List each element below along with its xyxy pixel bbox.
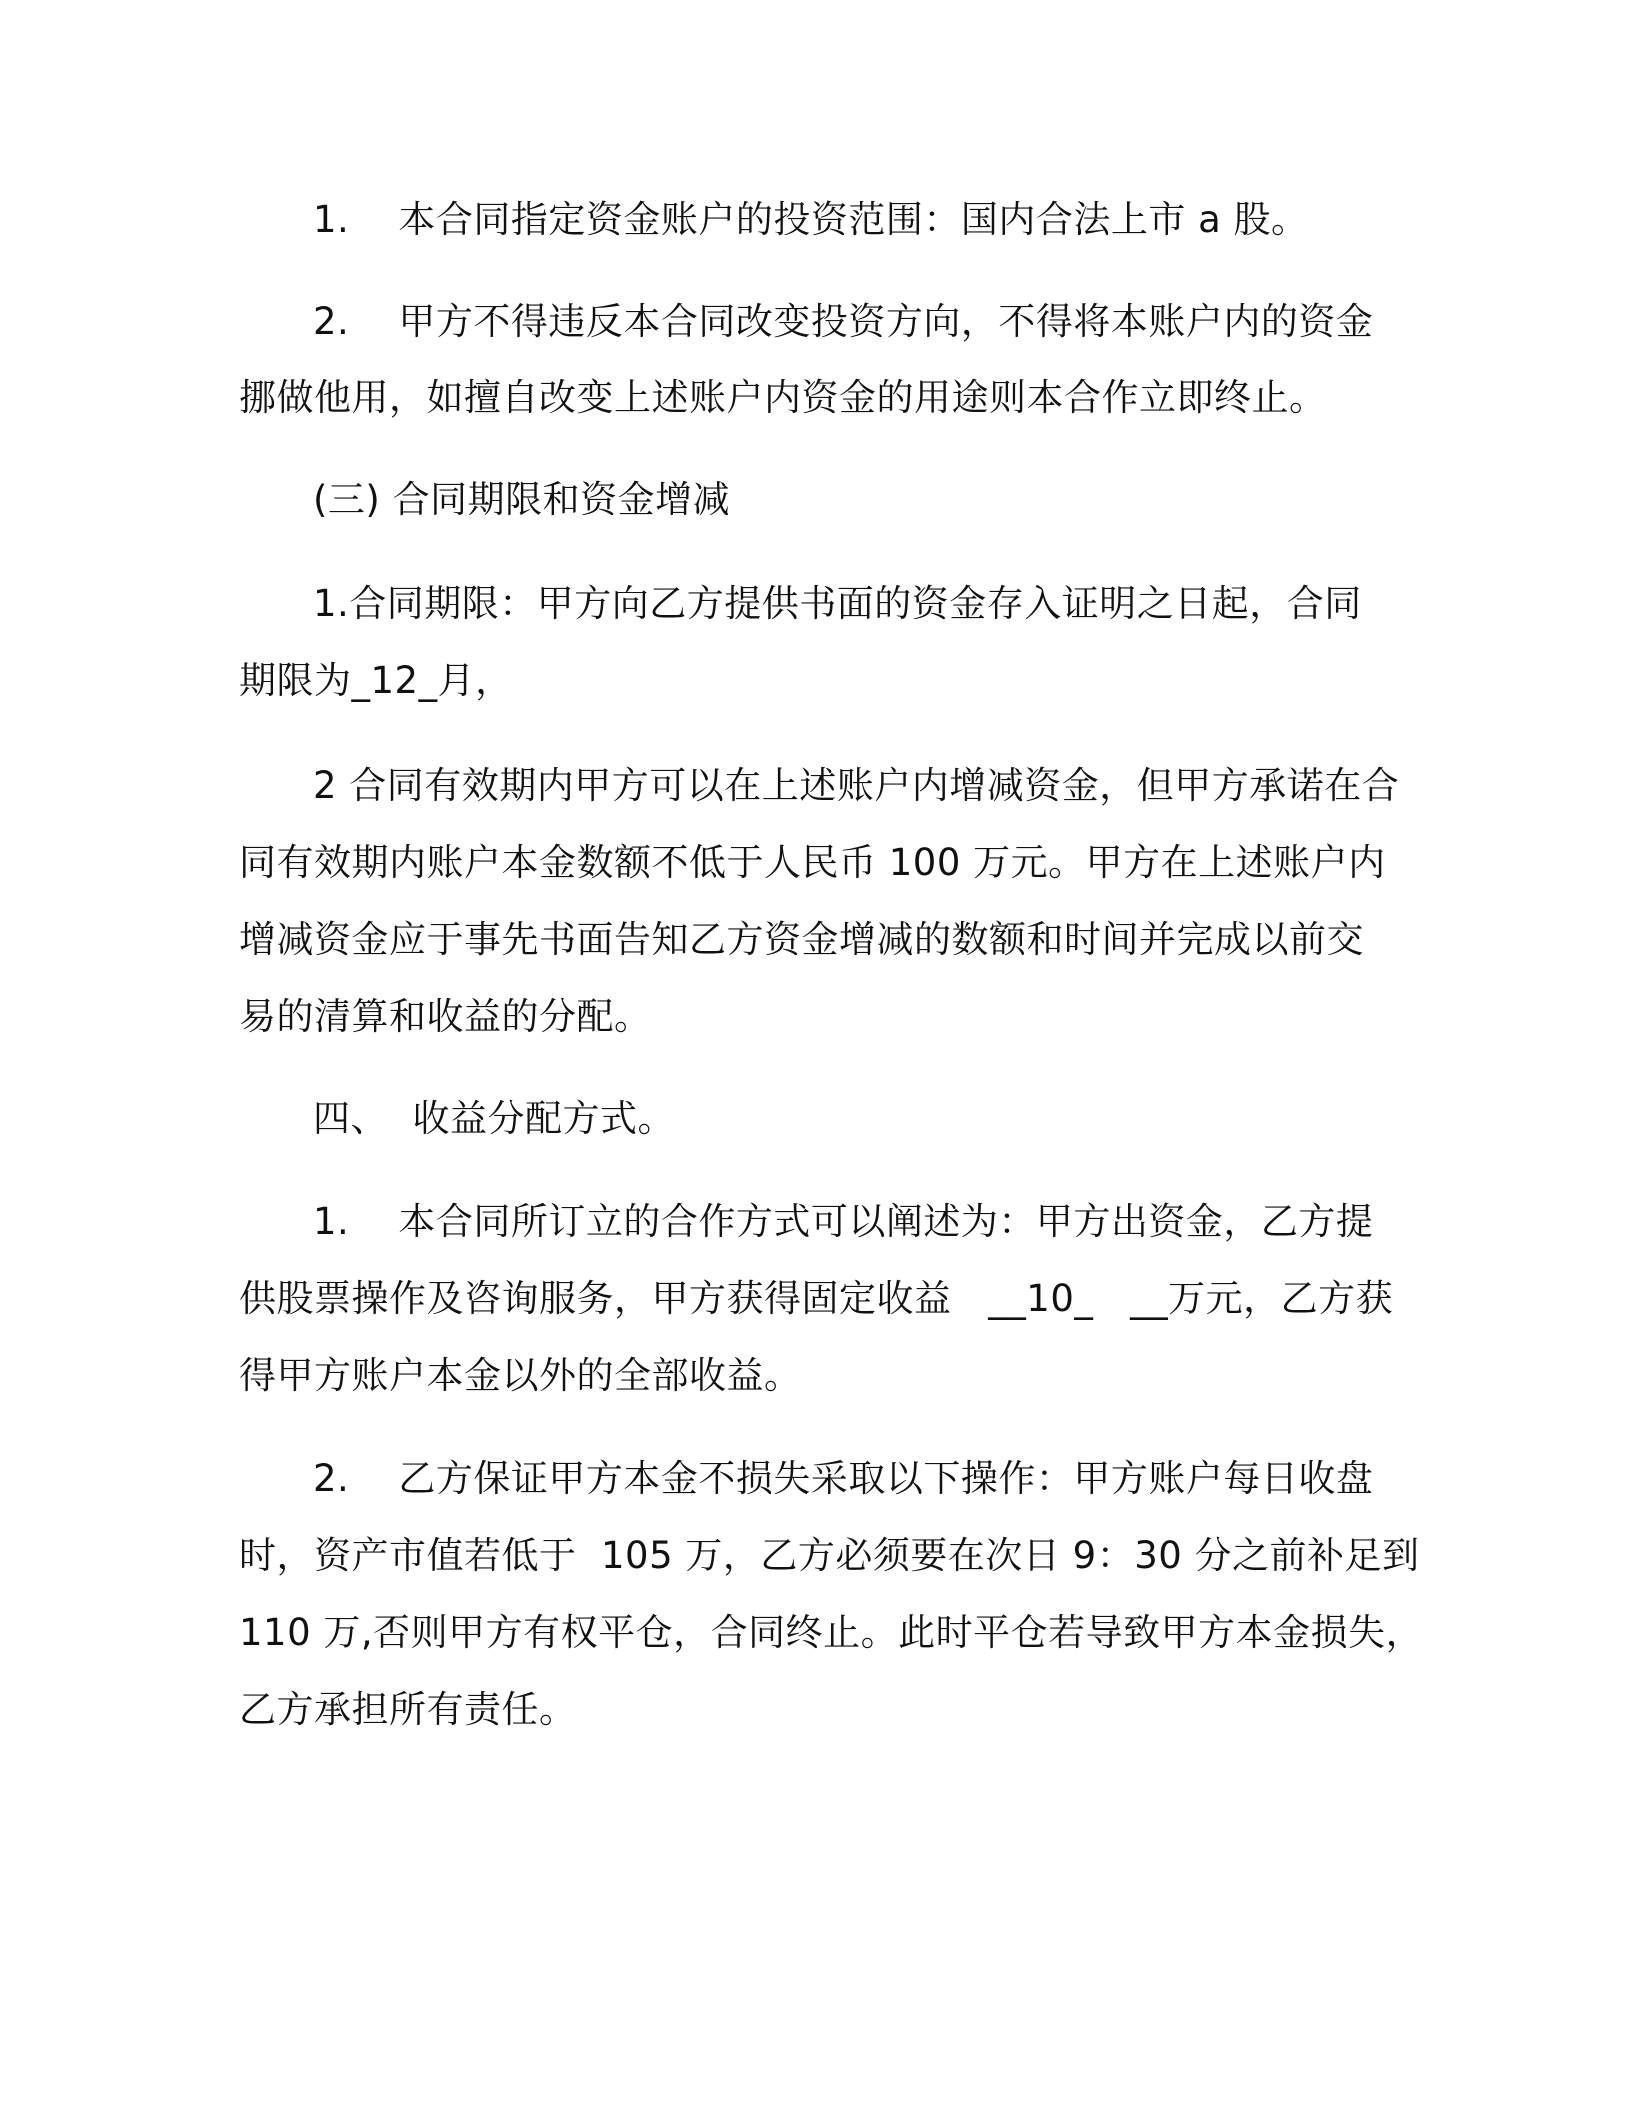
text-line: 1. 本合同指定资金账户的投资范围：国内合法上市 a 股。 — [313, 198, 1309, 241]
text-line: 110 万,否则甲方有权平仓，合同终止。此时平仓若导致甲方本金损失， — [239, 1611, 1424, 1654]
text-line: 时，资产市值若低于 105 万，乙方必须要在次日 9：30 分之前补足到 — [239, 1534, 1420, 1577]
text-line: 供股票操作及咨询服务，甲方获得固定收益 __10_ __万元，乙方获 — [239, 1277, 1394, 1320]
text-line: 2 合同有效期内甲方可以在上述账户内增减资金，但甲方承诺在合 — [313, 764, 1400, 807]
text-line: 同有效期内账户本金数额不低于人民币 100 万元。甲方在上述账户内 — [239, 841, 1386, 884]
text-line: 得甲方账户本金以外的全部收益。 — [239, 1354, 802, 1397]
text-line: 乙方承担所有责任。 — [239, 1688, 577, 1731]
text-line: 易的清算和收益的分配。 — [239, 995, 652, 1038]
text-line: 1.合同期限：甲方向乙方提供书面的资金存入证明之日起，合同 — [313, 582, 1362, 625]
text-line: 挪做他用，如擅自改变上述账户内资金的用途则本合作立即终止。 — [239, 376, 1327, 419]
text-line: 增减资金应于事先书面告知乙方资金增减的数额和时间并完成以前交 — [239, 918, 1364, 961]
text-line: 2. 甲方不得违反本合同改变投资方向，不得将本账户内的资金 — [313, 300, 1374, 343]
text-line: 1. 本合同所订立的合作方式可以阐述为：甲方出资金，乙方提 — [313, 1200, 1374, 1243]
section-heading: 四、 收益分配方式。 — [313, 1097, 676, 1140]
text-line: 2. 乙方保证甲方本金不损失采取以下操作：甲方账户每日收盘 — [313, 1457, 1374, 1500]
section-heading: (三) 合同期限和资金增减 — [313, 478, 731, 521]
text-line: 期限为_12_月， — [239, 659, 513, 702]
